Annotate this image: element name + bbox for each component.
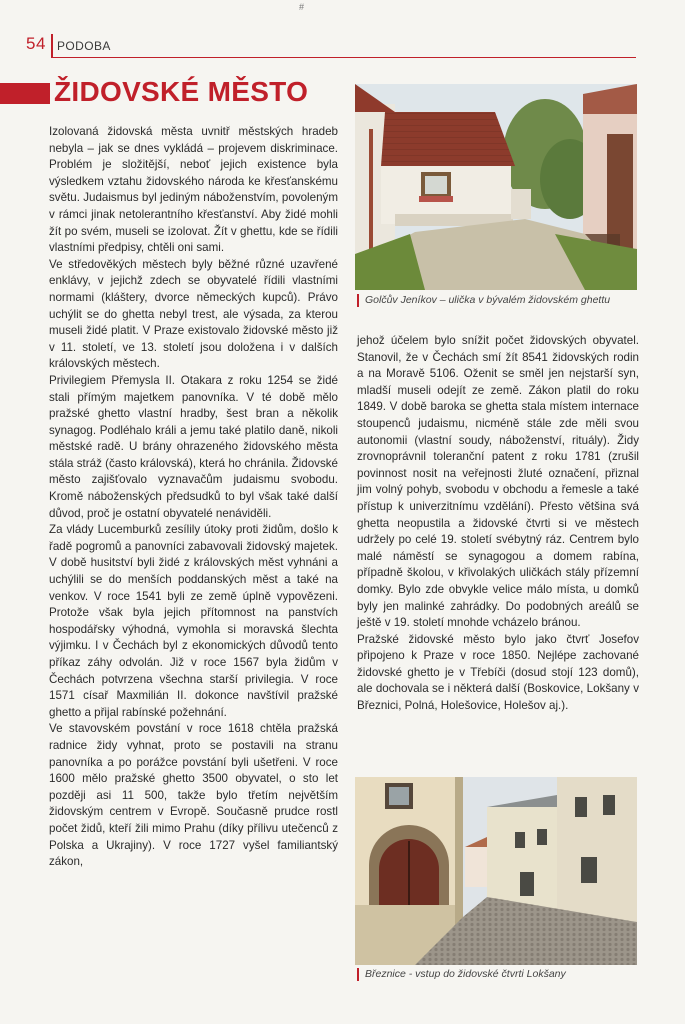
section-label: PODOBA (57, 39, 111, 53)
title-accent-bar (0, 83, 50, 104)
header-rule (51, 57, 636, 58)
paragraph: Privilegiem Přemysla II. Otakara z roku 1254 se židé stali přímým majetkem panovníka. V té době mělo pražské ghetto vlastní hradby, šest bran a několik synagog. Podléhalo králi a jemu také platilo daně, nikoli městské radě. U brány ohrazeného židovského města stála stráž (často královská), která ho chránila. Židovské město zajišťovalo vyznavačům judaismu svobodu. Kromě náboženských předsudků to byl však také další důvod, proč je ostatní obyvatelé nenáviděli. (49, 373, 338, 520)
corner-mark: # (299, 2, 305, 12)
left-text-column (49, 124, 338, 871)
paragraph: jehož účelem bylo snížit počet židovských obyvatel. Stanovil, že v Čechách smí žít 8541 židovských rodin a na Moravě 5106. Oženit se směl jen nejstarší syn, mladší museli odejít ze země. Zákon platil do roku 1849. V době baroka se ghetta stala místem internace stoupenců judaismu, nicméně stále zde měli svou autonomii (vlastní soudy, náboženství, rituály). Židy zrovnoprávnil toleranční patent z roku 1781 (zrušil povinnost nosit na veřejnosti žluté označení, přiznal jim volný pohyb, svobodu v obchodu a řemesle a také přístup k univerzitnímu vzdělání). Přesto většina svá ghetta neopustila a židovské čtvrti si ve městech udržely po celé 19. století svébytný ráz. Centrem bylo malé náměstí se synagogou a domem rabína, případně školou, v křivolakých uličkách stály přízemní domky. Bylo zde obvykle velice málo místa, u domků byly jen malinké zahrádky. Do podobných areálů se ještě v 19. století mnohde vcházelo bránou. (357, 334, 639, 630)
photo-caption-top: Golčův Jeníkov – ulička v bývalém židovském ghettu (357, 294, 610, 307)
paragraph: Ve stavovském povstání v roce 1618 chtěla pražská radnice židy vyhnat, proto se postavili na stranu panovníka a po porážce povstání byli ušetřeni. V roce 1600 mělo pražské ghetto 3500 obyvatel, o sto let později asi 11 500, takže bylo třetím největším židovským centrem v Evropě. Současně prudce rostl počet židů, kteří žili mimo Prahu (díky přílivu utečenců z Polska a Ukrajiny). V roce 1727 vyšel familiantský zákon, (49, 722, 338, 869)
page-number: 54 (26, 34, 46, 53)
right-text-column (357, 333, 639, 715)
photo-caption-bottom: Březnice - vstup do židovské čtvrti Lokšany (357, 968, 566, 981)
paragraph: Pražské židovské město bylo jako čtvrť Josefov připojeno k Praze v roce 1850. Nejlépe zachované židovské ghetto je v Třebíči (dosud stojí 123 domů), ale dochovala se i některá další (Boskovice, Lokšany v Březnici, Polná, Holešovice, Holešov aj.). (357, 632, 639, 713)
paragraph: Za vlády Lucemburků zesílily útoky proti židům, došlo k řadě pogromů a panovníci zabavovali židovský majetek. V době husitství byli židé z královských měst vyhnáni a uchýlili se do menších poddanských měst a také na venkov. V roce 1541 byli ze země úplně vypovězeni. Protože však byla jejich přítomnost na panstvích hospodářsky výhodná, vymohla si moravská šlechta výjimku. I v Čechách byl z ekonomických důvodů tento příkaz záhy odvolán. Již v roce 1567 byla židům v Čechách potvrzena všechna starší privilegia. V roce 1571 císař Maxmilián II. dokonce navštívil pražské ghetto a přijal rabínské požehnání. (49, 523, 338, 719)
paragraph: Ve středověkých městech byly běžné různé uzavřené enklávy, v jejichž zdech se obyvatelé řídili vlastními normami (kláštery, dvorce německých kupců). Právo uchýlit se do ghetta nebyl trest, ale výsada, za kterou museli židé platit. V Praze existovalo židovské město již v 11. století, ve 13. století jsou doložena i v dalších královských městech. (49, 257, 338, 371)
photo-breznice-loksany-entrance (355, 777, 637, 965)
photo-golcuv-jenikov-alley (355, 84, 637, 290)
header-divider (51, 34, 53, 58)
paragraph: Izolovaná židovská města uvnitř městských hradeb nebyla – jak se dnes vykládá – projevem diskriminace. Problém je složitější, neboť jejich existence byla výsledkem vztahu židovského národa ke křesťanskému světu. Judaismus byl jediným náboženstvím, povoleným v rámci jinak netolerantního křesťanství. Aby židé mohli žít po svém, museli se izolovat. Žít v ghettu, kde se řídili vlastními předpisy, chtěli oni sami. (49, 125, 338, 255)
article-title: ŽIDOVSKÉ MĚSTO (54, 76, 309, 107)
